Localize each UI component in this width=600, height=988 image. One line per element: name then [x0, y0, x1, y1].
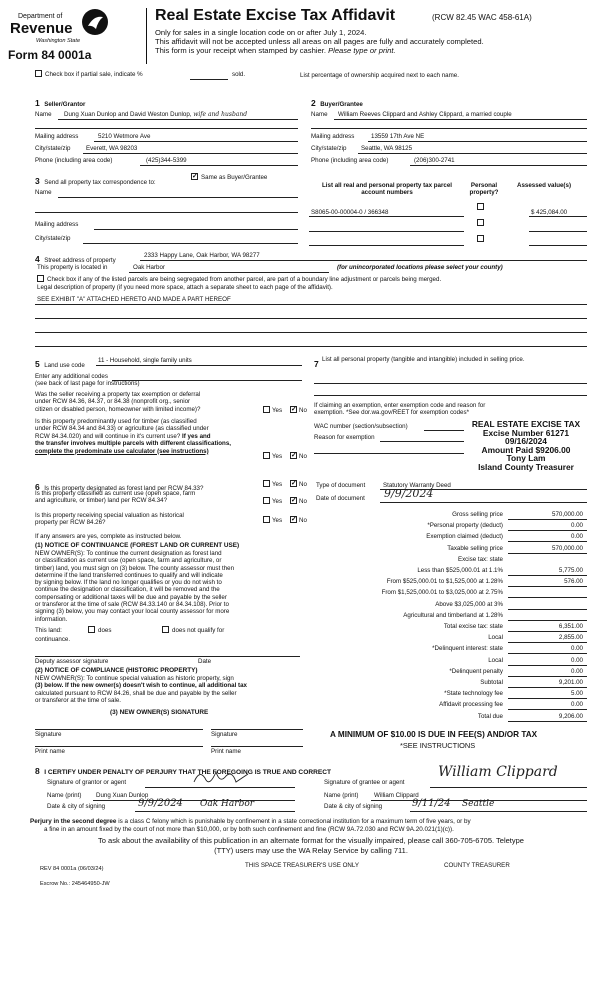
seller-name-label: Name: [35, 111, 52, 118]
section-number: 8: [35, 766, 40, 776]
calc-value[interactable]: 0.00: [570, 667, 583, 675]
calc-label: Gross selling price: [452, 511, 503, 518]
no-label: No: [299, 453, 307, 460]
line: [529, 245, 587, 246]
see-instructions: *SEE INSTRUCTIONS: [400, 741, 476, 750]
line: [314, 453, 464, 454]
timber-no-checkbox[interactable]: ✓: [291, 452, 297, 459]
ownership-pct-label: List percentage of ownership acquired next to each name.: [300, 72, 459, 79]
section-number: 6: [35, 482, 40, 492]
calc-label: From $1,525,000.01 to $3,025,000 at 2.75%: [381, 589, 503, 597]
seller-city-label: City/state/zip: [35, 145, 71, 152]
calc-label: *Personal property (deduct): [427, 522, 503, 530]
current-use-no-checkbox[interactable]: ✓: [291, 497, 297, 504]
doc-type-value[interactable]: Statutory Warranty Deed: [383, 482, 451, 489]
notice-continuance-text: NEW OWNER(S): To continue the current designation as forest land or classification as current use (open space, farm and agriculture, or timber) land, you must sign on (3) below. The county assessor must then determine if the land transferred continues to qualify and will indicate by signing below. If the land no longer qualifies or you do not wish to continue the designation or classification, it will be removed and the compensating or additional taxes will be due and payable by the seller or transferor at the time of sale (RCW 84.33.140 or 84.34.108). Prior to signing (3) below, you may contact your local county assessor for more information.: [35, 550, 235, 623]
grantor-city-value[interactable]: Oak Harbor: [200, 799, 255, 809]
if-any-yes: If any answers are yes, complete as instructed below.: [35, 533, 182, 540]
land-use-section: [35, 354, 85, 372]
line: [140, 165, 298, 166]
calc-label: *Delinquent penalty: [449, 667, 503, 675]
current-use-yes-checkbox[interactable]: [263, 497, 270, 504]
line: [145, 787, 295, 788]
additional-codes-note: (see back of last page for instructions): [35, 380, 140, 387]
correspondence-section: [35, 171, 156, 189]
header-note-2: This affidavit will not be accepted unless all areas on all pages are fully and accurately completed.: [155, 37, 484, 47]
property-address-label: Street address of property: [44, 257, 116, 264]
calc-label: Local: [488, 656, 503, 664]
form-number: Form 84 0001a: [8, 48, 92, 62]
buyer-phone-value[interactable]: (206)300-2741: [414, 157, 455, 164]
grantee-signature-label: Signature of grantee or agent: [324, 779, 405, 786]
additional-codes-line[interactable]: [112, 380, 302, 381]
calc-value[interactable]: 576.00: [564, 578, 583, 586]
line: [311, 128, 587, 129]
same-as-buyer-label: Same as Buyer/Grantee: [201, 174, 268, 181]
personal-property-line[interactable]: [314, 383, 587, 384]
calc-value[interactable]: 6,351.00: [558, 623, 583, 630]
calc-value[interactable]: 2,855.00: [558, 634, 583, 642]
grantee-city-value[interactable]: Seattle: [462, 799, 495, 809]
personal-property-checkbox-2[interactable]: [477, 219, 484, 226]
current-use-question: Is this property classified as current use (open space, farm and agriculture, or timber) land per RCW 84.34?: [35, 490, 196, 505]
section-number: 4: [35, 254, 40, 264]
line: [83, 153, 298, 154]
buyer-name-label: Name: [311, 111, 328, 118]
line: [529, 231, 587, 232]
yes-label: Yes: [272, 517, 283, 524]
reason-line[interactable]: [380, 441, 464, 442]
location-note: (for unincorporated locations please select your county): [337, 264, 503, 271]
grantee-print-label: Name (print): [324, 792, 359, 799]
corr-mail-label: Mailing address: [35, 221, 79, 228]
line: [430, 787, 587, 788]
land-use-value[interactable]: 11 - Household, single family units: [98, 357, 192, 364]
seller-name-value[interactable]: Dung Xuan Dunlop and David Weston Dunlop, wife and husband: [64, 111, 248, 118]
calc-value[interactable]: 9,201.00: [558, 679, 583, 686]
partial-pct-line[interactable]: [190, 79, 228, 80]
wac-label: WAC number (section/subsection): [314, 423, 408, 430]
calc-line: [508, 597, 587, 598]
buyer-heading: Buyer/Grantee: [320, 101, 363, 108]
calc-label: Exemption claimed (deduct): [426, 533, 503, 541]
calc-value[interactable]: 9,206.00: [558, 712, 583, 720]
assessed-value[interactable]: $ 425,084.00: [531, 209, 568, 216]
line: [93, 800, 295, 801]
line: [309, 245, 464, 246]
calc-label: Local: [488, 634, 503, 642]
calc-line: [508, 541, 587, 542]
calc-label: *Delinquent interest: state: [432, 645, 503, 653]
line: [35, 212, 298, 213]
brand: Revenue: [10, 20, 73, 37]
no-label: No: [299, 407, 307, 414]
correspondence-heading: Send all property tax correspondence to:: [44, 179, 156, 186]
segregated-checkbox[interactable]: [37, 275, 44, 282]
exemption-yes-checkbox[interactable]: [263, 406, 270, 413]
historic-no-checkbox[interactable]: ✓: [291, 516, 297, 523]
yes-label: Yes: [272, 498, 283, 505]
calc-value[interactable]: 0.00: [570, 656, 583, 664]
seller-city-value[interactable]: Everett, WA 98203: [86, 145, 138, 152]
new-owner-signature-line-2[interactable]: [211, 729, 303, 730]
wac-line[interactable]: [424, 430, 464, 431]
calc-line: [508, 653, 587, 654]
does-not-qualify-checkbox[interactable]: [162, 626, 169, 633]
form-title: Real Estate Excise Tax Affidavit: [155, 7, 396, 24]
section-number: 1: [35, 98, 40, 108]
line: [410, 165, 587, 166]
line: [96, 365, 302, 366]
section-number: 5: [35, 359, 40, 369]
calc-line: [508, 609, 587, 610]
corr-mail-line[interactable]: [94, 229, 298, 230]
county-treasurer-label: COUNTY TREASURER: [444, 862, 510, 869]
calc-label: Agricultural and timberland at 1.28%: [403, 611, 503, 619]
deputy-signature-line[interactable]: [35, 656, 300, 657]
notice-compliance-text: NEW OWNER(S): To continue special valuation as historic property, sign (3) below. If the new owner(s) doesn't wish to continue, all additional tax calculated pursuant to RCW 84.26, shall be due and payable by the seller or transferor at the time of sale.: [35, 675, 247, 704]
corr-name-label: Name: [35, 189, 52, 196]
calc-line: [508, 709, 587, 710]
notice-continuance-head: (1) NOTICE OF CONTINUANCE (FOREST LAND OR CURRENT USE): [35, 542, 240, 549]
deputy-signature-label: Deputy assessor signature: [35, 658, 109, 665]
deputy-date-label: Date: [198, 658, 212, 665]
seller-phone-label: Phone (including area code): [35, 157, 113, 164]
grantor-date-label: Date & city of signing: [47, 803, 106, 810]
property-location-label: This property is located in: [37, 264, 108, 271]
additional-codes-label: Enter any additional codes: [35, 373, 108, 380]
calc-label: Taxable selling price: [447, 544, 503, 552]
calc-label: Less than $525,000.01 at 1.1%: [417, 567, 503, 574]
line: [380, 502, 587, 503]
calc-value[interactable]: 0.00: [570, 522, 583, 530]
line: [35, 332, 587, 333]
grantee-print-value[interactable]: William Clippard: [374, 792, 419, 799]
doc-type-label: Type of document: [316, 482, 366, 489]
calc-value[interactable]: 5,775.00: [558, 567, 583, 574]
calc-line: [508, 698, 587, 699]
brand-sub: Washington State: [36, 38, 81, 44]
yes-label: Yes: [272, 481, 283, 488]
calc-line: [508, 642, 587, 643]
dept-label: Department of: [18, 13, 63, 20]
calc-line: [508, 620, 587, 621]
form-rcw: (RCW 82.45 WAC 458-61A): [432, 13, 532, 22]
line: [309, 216, 464, 217]
land-use-label: Land use code: [44, 362, 85, 369]
buyer-city-value[interactable]: Seattle, WA 98125: [361, 145, 413, 152]
buyer-name-value[interactable]: William Reeves Clippard and Ashley Clippard, a married couple: [338, 111, 512, 118]
assessed-col-head: Assessed value(s): [517, 182, 571, 189]
calc-line: [508, 665, 587, 666]
new-owner-signature-head: (3) NEW OWNER(S) SIGNATURE: [110, 709, 209, 716]
calc-line: [508, 687, 587, 688]
parcel-col-head: List all real and personal property tax parcel account numbers: [322, 182, 452, 197]
calc-label: Total due: [477, 712, 503, 720]
calc-label: Affidavit processing fee: [439, 701, 503, 709]
section-number: 2: [311, 98, 316, 108]
calc-label: Excise tax: state: [457, 555, 503, 563]
corr-city-label: City/state/zip: [35, 235, 71, 242]
this-land-label: This land:: [35, 627, 62, 634]
calc-line: [508, 631, 587, 632]
exemption-code-label: If claiming an exemption, enter exemption code and reason for exemption. *See dor.wa.gov/REET for exemption codes*: [314, 402, 486, 417]
personal-col-head: Personal property?: [469, 182, 499, 197]
seller-heading: Seller/Grantor: [44, 101, 86, 108]
calc-value[interactable]: 0.00: [570, 645, 583, 653]
line: [309, 231, 464, 232]
buyer-city-label: City/state/zip: [311, 145, 347, 152]
grantor-signature-label: Signature of grantor or agent: [47, 779, 127, 786]
notice-compliance-head: (2) NOTICE OF COMPLIANCE (HISTORIC PROPERTY): [35, 667, 198, 674]
line: [358, 153, 587, 154]
calc-value[interactable]: 570,000.00: [552, 511, 583, 518]
personal-property-checkbox-3[interactable]: [477, 235, 484, 242]
legal-desc-value[interactable]: SEE EXHIBIT "A" ATTACHED HERETO AND MADE A PART HEREOF: [37, 296, 231, 303]
calc-line: [508, 721, 587, 722]
calc-line: [508, 530, 587, 531]
personal-property-label: List all personal property (tangible and intangible) included in selling price.: [322, 356, 525, 363]
exemption-question: Was the seller receiving a property tax exemption or deferral under RCW 84.36, 84.37, or 84.38 (nonprofit org., senior citizen or disabled person, homeowner with limited income)?: [35, 391, 201, 413]
yes-label: Yes: [272, 407, 283, 414]
line: [334, 119, 587, 120]
same-as-buyer-checkbox[interactable]: ✓: [192, 173, 198, 180]
line: [129, 272, 329, 273]
calc-line: [508, 586, 587, 587]
line: [94, 141, 298, 142]
calc-value[interactable]: 5.00: [570, 690, 583, 698]
calc-label: Subtotal: [480, 679, 503, 686]
corr-name-line[interactable]: [58, 197, 298, 198]
grantee-date-label: Date & city of signing: [324, 803, 383, 810]
legal-desc-label: Legal description of property (if you need more space, attach a separate sheet to each page of the affidavit).: [37, 284, 333, 291]
minimum-due: A MINIMUM OF $10.00 IS DUE IN FEE(S) AND/OR TAX: [330, 730, 538, 739]
line: [314, 395, 587, 396]
form-revision: REV 84 0001a (06/03/24): [40, 866, 104, 872]
certify-heading: I CERTIFY UNDER PENALTY OF PERJURY THAT THE FOREGOING IS TRUE AND CORRECT: [44, 769, 332, 776]
signature-label: Signature: [211, 731, 238, 738]
forest-no-checkbox[interactable]: ✓: [291, 480, 297, 487]
doc-date-label: Date of document: [316, 495, 365, 502]
seller-mail-value[interactable]: 5210 Wetmore Ave: [98, 133, 151, 140]
header-notes: [155, 28, 484, 56]
line: [140, 260, 587, 261]
revenue-logo-icon: [80, 7, 110, 37]
calc-line: [508, 553, 587, 554]
calc-line: [508, 575, 587, 576]
does-qualify-checkbox[interactable]: [88, 626, 95, 633]
forest-yes-checkbox[interactable]: [263, 480, 270, 487]
does-not-label: does not qualify for: [172, 627, 225, 634]
line: [35, 346, 587, 347]
reason-label: Reason for exemption: [314, 434, 375, 441]
no-label: No: [299, 481, 307, 488]
header-note-3: This form is your receipt when stamped by cashier. Please type or print.: [155, 46, 396, 56]
calc-line: [508, 676, 587, 677]
no-label: No: [299, 517, 307, 524]
line: [35, 128, 298, 129]
calc-value[interactable]: 0.00: [570, 701, 583, 709]
buyer-mail-label: Mailing address: [311, 133, 355, 140]
seller-section: [35, 93, 85, 111]
grantee-date-value[interactable]: 9/11/24: [412, 798, 451, 809]
buyer-mail-value[interactable]: 13559 17th Ave NE: [371, 133, 425, 140]
timber-question: Is this property predominantly used for timber (as classified under RCW 84.34 and 84.33) or agriculture (as classified under RCW 84.34.020) and will continue in it's current use? If yes and the transfer involves multiple parcels with different classifications, complete the predominate use calculator (see instructions): [35, 418, 231, 455]
timber-yes-checkbox[interactable]: [263, 452, 270, 459]
calc-value[interactable]: 0.00: [570, 533, 583, 541]
new-owner-print-line[interactable]: [35, 746, 203, 747]
grantor-date-value[interactable]: 9/9/2024: [138, 798, 183, 809]
seller-phone-value[interactable]: (425)344-5399: [146, 157, 187, 164]
historic-question: Is this property receiving special valuation as historical property per RCW 84.26?: [35, 512, 184, 527]
property-address-value[interactable]: 2333 Happy Lane, Oak Harbor, WA 98277: [144, 252, 260, 259]
header-divider: [146, 8, 147, 64]
buyer-section: [311, 93, 363, 111]
no-label: No: [299, 498, 307, 505]
does-label: does: [98, 627, 112, 634]
treasurer-stamp: REAL ESTATE EXCISE TAX Excise Number 61271 09/16/2024 Amount Paid $9206.00 Tony Lam Island County Treasurer: [471, 419, 581, 472]
property-location-value[interactable]: Oak Harbor: [133, 264, 165, 271]
line: [35, 318, 587, 319]
line: [58, 119, 298, 120]
calc-line: [508, 519, 587, 520]
calc-label: *State technology fee: [444, 690, 503, 698]
yes-label: Yes: [272, 453, 283, 460]
new-owner-signature-line[interactable]: [35, 729, 203, 730]
personal-property-checkbox[interactable]: [477, 203, 484, 210]
forest-question: Is this property designated as forest land per RCW 84.33?: [44, 485, 204, 492]
calc-label: From $525,000.01 to $1,525,000 at 1.28%: [386, 578, 503, 586]
print-name-label: Print name: [35, 748, 65, 755]
corr-city-line[interactable]: [83, 243, 298, 244]
grantee-signature[interactable]: William Clippard: [438, 764, 558, 780]
perjury-notice: Perjury in the second degree is a class C felony which is punishable by confinement in a state correctional institution for a maximum term of five years, or by a fine in an amount fixed by the court of not more than $10,000, or by both such confinement and fine (RCW 9A.72.030 and RCW 9A.20.021(1)(c)).: [30, 818, 471, 833]
seller-mail-label: Mailing address: [35, 133, 79, 140]
partial-sold-label: sold.: [232, 71, 246, 78]
treasurer-space-label: THIS SPACE TREASURER'S USE ONLY: [245, 862, 359, 869]
doc-date-value[interactable]: 9/9/2024: [384, 487, 434, 500]
segregated-label: Check box if any of the listed parcels are being segregated from another parcel, are part of a boundary line adjustment or parcels being merged.: [47, 276, 442, 283]
signature-label: Signature: [35, 731, 62, 738]
calc-label: Above $3,025,000 at 3%: [435, 600, 503, 608]
escrow-number: Escrow No.: 245464950-JW: [40, 881, 110, 887]
line: [410, 811, 587, 812]
buyer-phone-label: Phone (including area code): [311, 157, 389, 164]
certify-section: [35, 761, 331, 779]
new-owner-print-line-2[interactable]: [211, 746, 303, 747]
line: [135, 811, 295, 812]
parcel-number[interactable]: S8065-00-00004-0 / 366348: [311, 209, 389, 216]
exemption-no-checkbox[interactable]: ✓: [291, 406, 297, 413]
partial-sale-label: Check box if partial sale, indicate %: [45, 71, 143, 78]
personal-property-section: [314, 354, 319, 372]
calc-label: Total excise tax: state: [443, 623, 503, 630]
print-name-label: Print name: [211, 748, 241, 755]
historic-yes-checkbox[interactable]: [263, 516, 270, 523]
section-number: 7: [314, 359, 319, 369]
line: [368, 141, 587, 142]
continuance-label: continuance.: [35, 636, 71, 643]
grantor-print-value[interactable]: Dung Xuan Dunlop: [96, 792, 149, 799]
grantor-print-label: Name (print): [47, 792, 82, 799]
line: [529, 216, 587, 217]
header-note-1: Only for sales in a single location code on or after July 1, 2024.: [155, 28, 367, 37]
partial-sale-checkbox[interactable]: [35, 70, 42, 77]
calc-value[interactable]: 570,000.00: [552, 544, 583, 552]
line: [35, 304, 587, 305]
section-number: 3: [35, 176, 40, 186]
alt-format-notice: To ask about the availability of this publication in an alternate format for the visually impaired, please call 360-705-6705. Teletype (TTY) users may use the WA Relay Service by calling 711.: [98, 836, 524, 855]
